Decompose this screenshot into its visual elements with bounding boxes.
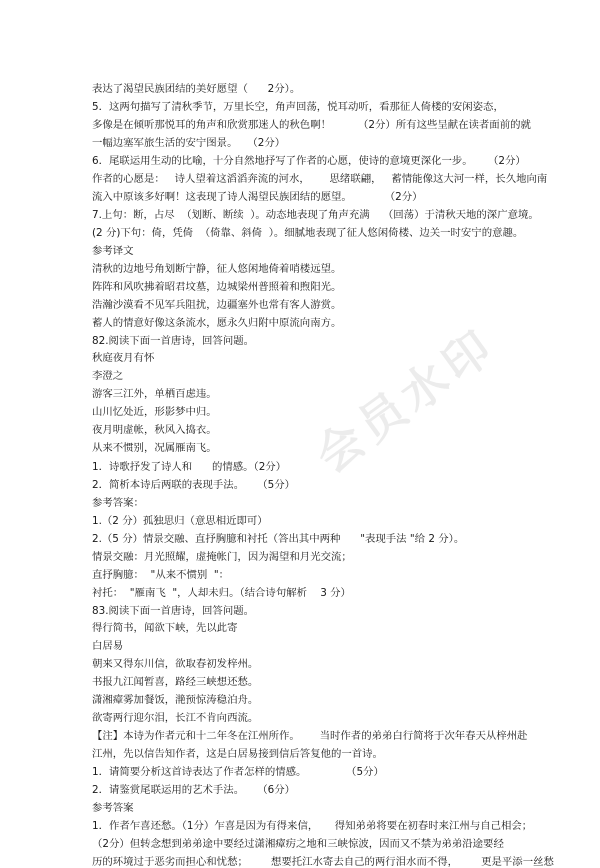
right-note: （2分） [488, 155, 526, 167]
text-line: 2．请鉴赏尾联运用的艺术手法。 （6分） [92, 784, 296, 796]
text-line: 山川忆处近，形影梦中归。 [92, 406, 217, 418]
text-line: 情景交融：月光照耀，虚掩帐门，因为渴望和月光交流； [92, 551, 352, 563]
text-line: 从来不惯别，况属雁南飞。 [92, 442, 217, 454]
text-line: 秋庭夜月有怀 [92, 352, 155, 364]
text-line: 1．作者乍喜还愁。（1分）乍喜是因为有得来信， 得知弟弟将要在初春时来江州与自己相会； [92, 820, 533, 832]
text-line: 清秋的边地号角划断宁静，征人悠闲地倚着哨楼远望。 [92, 263, 342, 275]
text-line: 7.上句：断，占尽 （划断、断续 ）。动态地表现了角声充满 （回荡）于清秋天地的深广意境。 [92, 209, 539, 221]
text-line: 参考答案： [92, 497, 144, 509]
text-line: 得行简书，闻欲下峡，先以此寄 [92, 622, 238, 634]
text-line: 2．简析本诗后两联的表现手法。 （5分） [92, 479, 296, 491]
text-line: 【注】本诗为作者元和十二年冬在江州所作。 当时作者的弟弟白行简将于次年春天从梓州赴 [92, 730, 528, 742]
text-line: 游客三江外，单栖百虑违。 [92, 388, 217, 400]
text-line: 白居易 [92, 640, 124, 652]
text-line: （2分）但转念想到弟弟途中要经过潇湘瘴疠之地和三峡惊波，因而又不禁为弟弟沿途要经 [92, 838, 504, 850]
text-line: 蓄人的情意好像这条流水，愿永久归附中原流向南方。 [92, 317, 342, 329]
text-line: (2 分)下句：倚，凭倚 （倚靠、斜倚 ）。细腻地表现了征人悠闲倚楼、边关一时安宁的意趣。 [92, 227, 524, 239]
text-line: 1.（2 分）孤独思归（意思相近即可） [92, 515, 268, 527]
right-note: （2分）所有这些呈献在读者面前的就 [358, 119, 531, 131]
text-line: 83.阅读下面一首唐诗，回答问题。 [92, 605, 254, 617]
text-line: 朝来又得东川信，欲取春初发梓州。 [92, 658, 259, 670]
text-line: 多像是在倾听那悦耳的角声和欣赏那迷人的秋色啊！ [92, 119, 331, 131]
text-line: 6．尾联运用生动的比喻，十分自然地抒写了作者的心愿，使诗的意境更深化一步。 [92, 155, 473, 167]
text-line: 书报九江闻暂喜，路经三峡想还愁。 [92, 676, 259, 688]
text-line: 2.（5 分）情景交融、直抒胸臆和衬托（答出其中两种 "表现手法 "给 2 分）。 [92, 533, 465, 545]
text-line: 直抒胸臆： "从来不惯别 "： [92, 569, 230, 581]
text-line: 潇湘瘴雾加餐饭，滟预惊涛稳泊舟。 [92, 694, 259, 706]
text-line: 欲寄两行迎尔泪，长江不肯向西流。 [92, 712, 259, 724]
text-line: 参考译文 [92, 245, 134, 257]
text-line: 5．这两句描写了清秋季节，万里长空，角声回荡，悦耳动听，看那征人倚楼的安闲姿态， [92, 101, 504, 113]
text-line: 参考答案 [92, 802, 134, 814]
text-line: 浩瀚沙漠看不见军兵阻扰，边疆塞外也常有客人游赏。 [92, 299, 342, 311]
text-line: 作者的心愿是： 诗人望着这滔滔奔流的河水， 思绪联翩， 蓄情能像这大河一样，长久地向南 [92, 173, 548, 185]
text-line: 1．诗歌抒发了诗人和 的情感。（2分） [92, 461, 287, 473]
text-line: 李澄之 [92, 370, 124, 382]
text-line: 历的环境过于恶劣而担心和忧愁； 想要托江水寄去自己的两行泪水而不得， 更是平添一丝愁 [92, 856, 554, 868]
text-line: 阵阵和风吹拂着昭君坟墓，边城梁州普照着和煦阳光。 [92, 281, 342, 293]
text-line: 82.阅读下面一首唐诗，回答问题。 [92, 335, 254, 347]
text-line: 衬托： "雁南飞 "，人却未归。（结合诗句解析 3 分） [92, 587, 351, 599]
text-line: 一幅边塞军旅生活的安宁图景。 （2分） [92, 137, 286, 149]
text-line: 1．请简要分析这首诗表达了作者怎样的情感。 （5分） [92, 766, 384, 778]
member-watermark: 会员水印 [305, 317, 506, 484]
text-line: 江州，先以信告知作者，这是白居易接到信后答复他的一首诗。 [92, 748, 383, 760]
text-line: 夜月明虚帐，秋风入捣衣。 [92, 424, 217, 436]
text-line: 表达了渴望民族团结的美好愿望（ 2分）。 [92, 83, 301, 95]
text-line: 流入中原该多好啊！这表现了诗人渴望民族团结的愿望。 （2分） [92, 191, 423, 203]
